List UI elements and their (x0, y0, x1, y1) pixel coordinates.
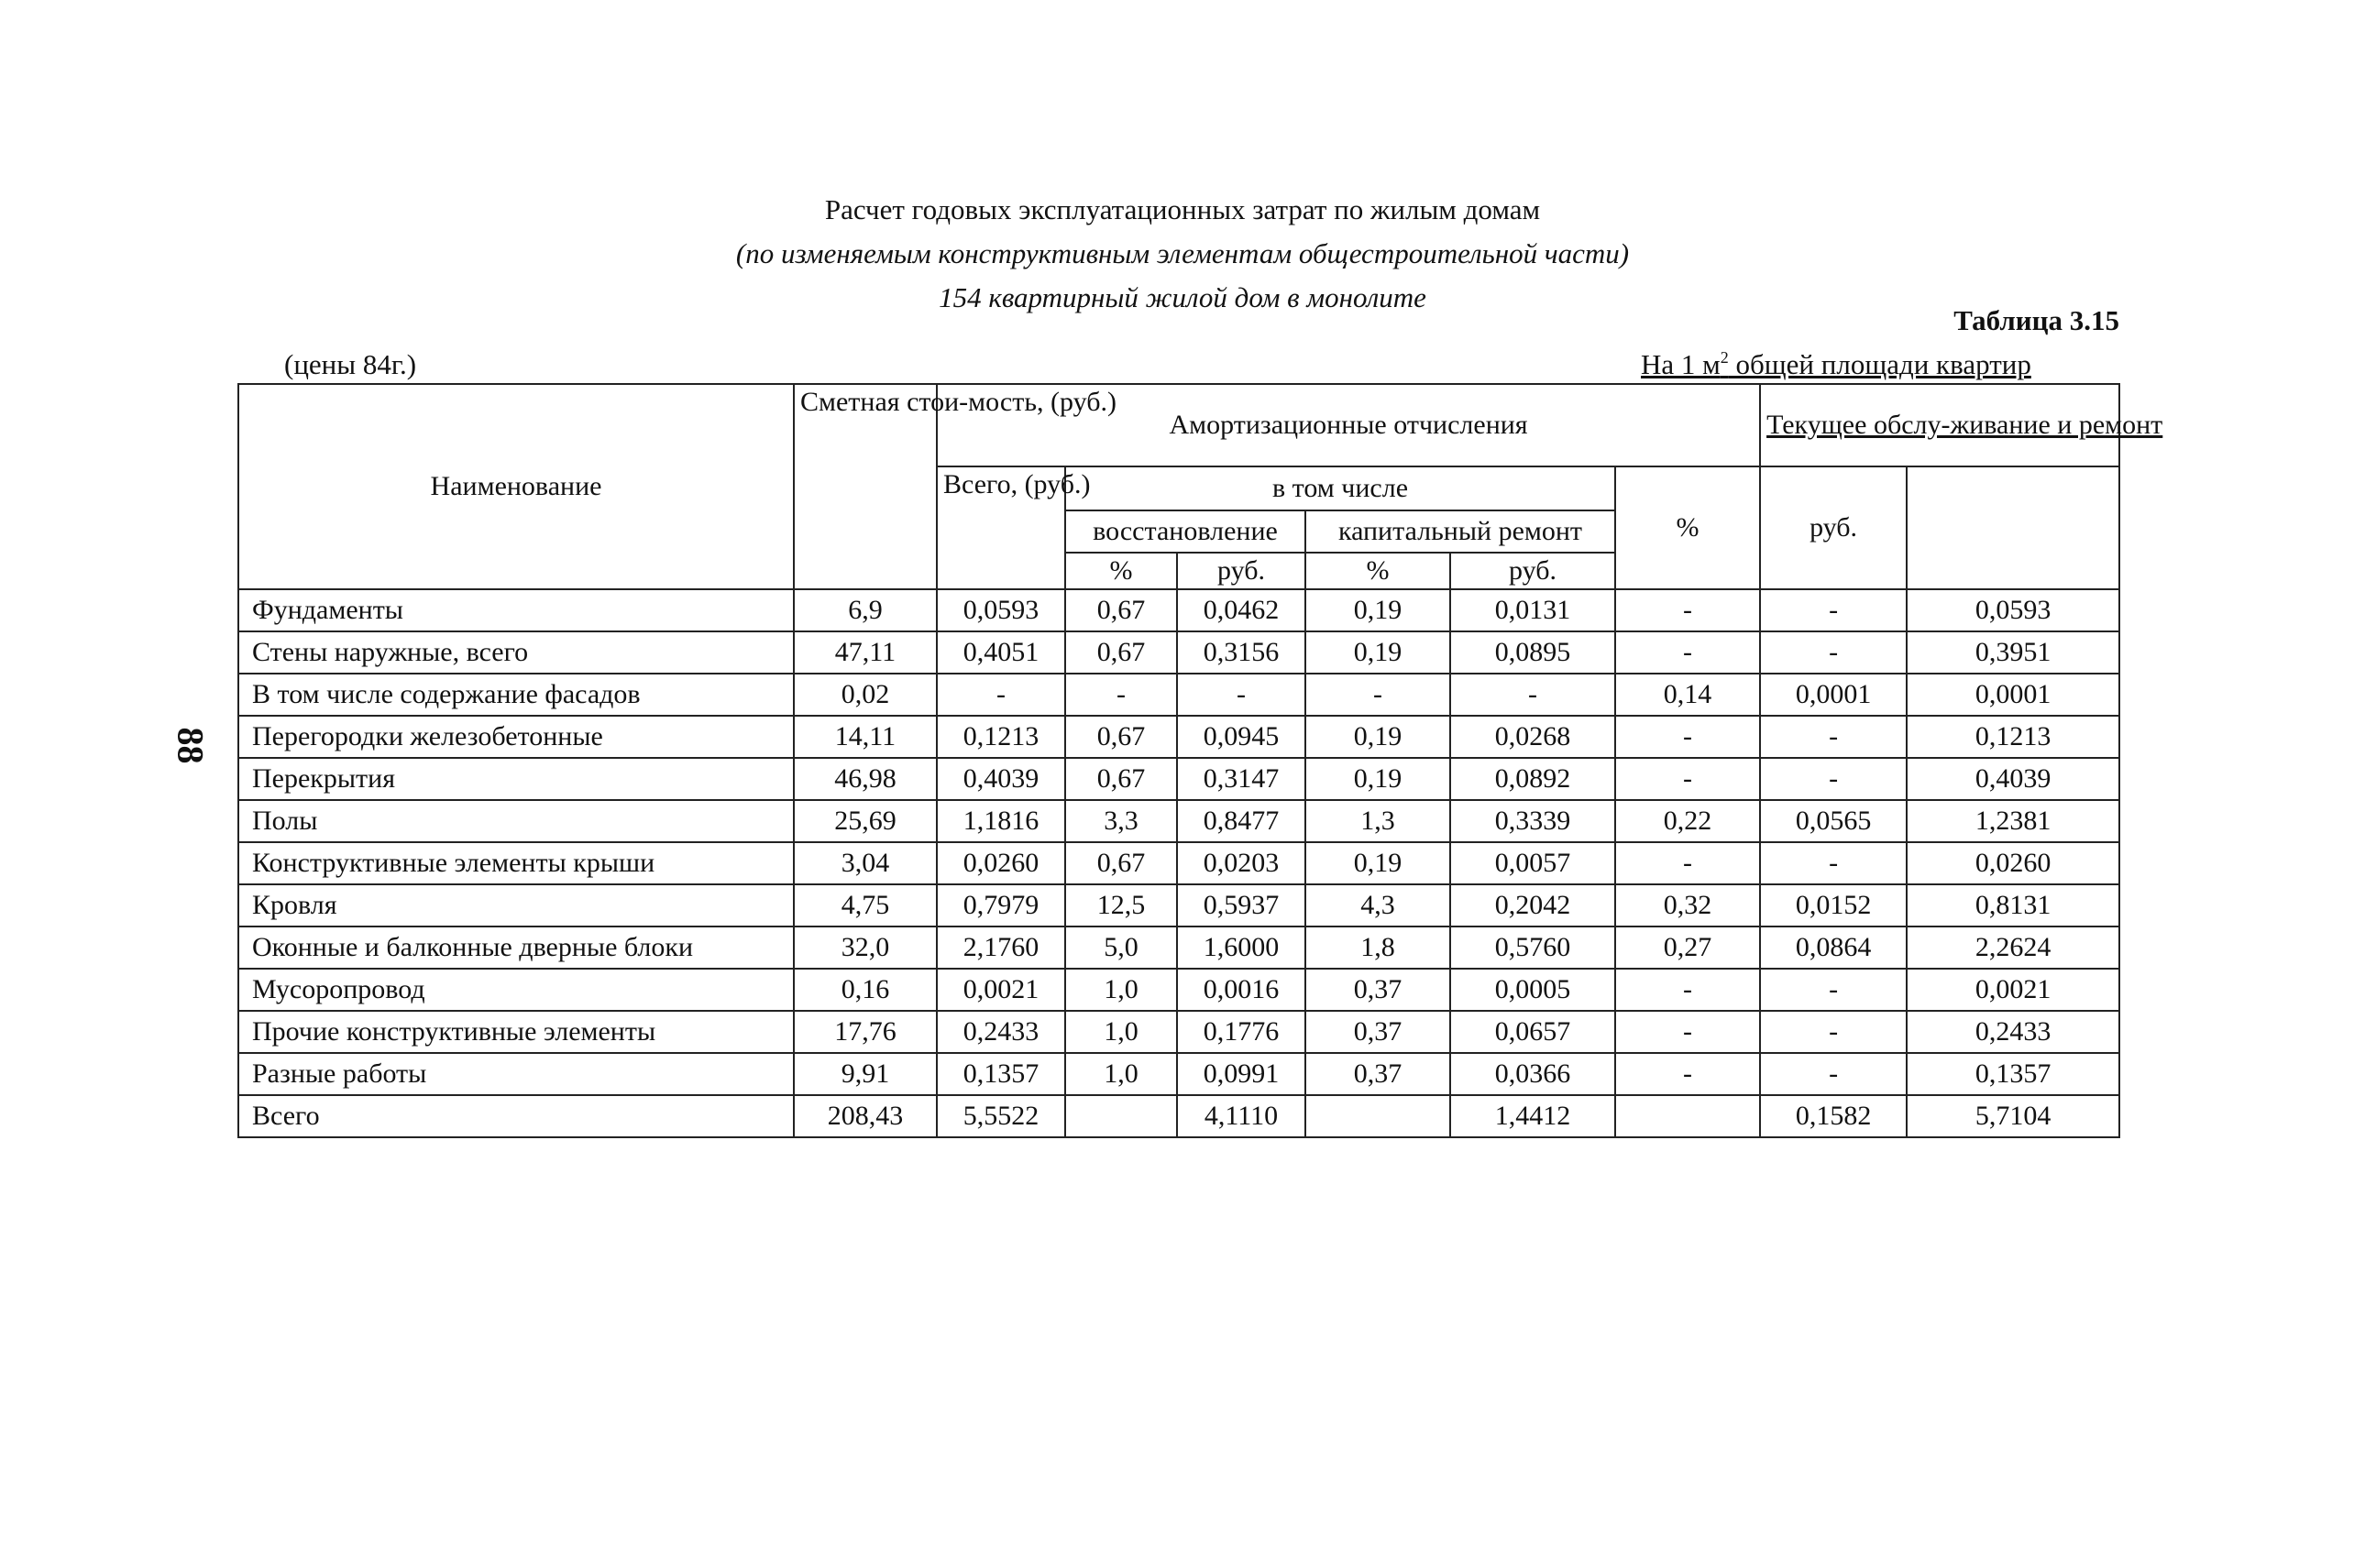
table-row (238, 927, 2119, 969)
cell-capital-percent: 0,19 (1305, 842, 1450, 884)
cell-cost: 14,11 (794, 716, 937, 758)
cell-total: 0,0260 (1907, 842, 2119, 884)
cell-amort-total: 0,0021 (937, 969, 1065, 1011)
title-line-1: Расчет годовых эксплуатационных затрат по жилым домам (824, 193, 1541, 225)
cell-amort-total: 1,1816 (937, 800, 1065, 842)
cell-amort-total: 0,1213 (937, 716, 1065, 758)
cell-amort-total: 0,7979 (937, 884, 1065, 927)
cell-current-percent: - (1615, 716, 1760, 758)
cell-name: В том числе содержание фасадов (238, 674, 794, 716)
cell-name: Стены наружные, всего (238, 631, 794, 674)
cell-restoration-percent: 0,67 (1065, 631, 1177, 674)
cell-total: 1,2381 (1907, 800, 2119, 842)
cell-capital-percent: 0,37 (1305, 969, 1450, 1011)
cell-name: Перекрытия (238, 758, 794, 800)
cell-current-percent (1615, 1095, 1760, 1137)
cell-capital-percent: 0,37 (1305, 1011, 1450, 1053)
cell-restoration-percent: 1,0 (1065, 1053, 1177, 1095)
header-capital-rub: руб. (1450, 553, 1615, 589)
cell-current-rub: - (1760, 1053, 1907, 1095)
cell-current-percent: 0,14 (1615, 674, 1760, 716)
cell-restoration-rub: 0,3156 (1177, 631, 1305, 674)
table-row (238, 1095, 2119, 1137)
cell-restoration-percent (1065, 1095, 1177, 1137)
cell-name: Разные работы (238, 1053, 794, 1095)
cell-cost: 4,75 (794, 884, 937, 927)
area-note-suffix: общей площади квартир (1728, 348, 2031, 380)
cell-capital-percent: 0,37 (1305, 1053, 1450, 1095)
table-row (238, 674, 2119, 716)
cell-current-percent: - (1615, 842, 1760, 884)
cell-restoration-rub: 0,5937 (1177, 884, 1305, 927)
cell-name: Перегородки железобетонные (238, 716, 794, 758)
cell-restoration-rub: 0,0016 (1177, 969, 1305, 1011)
cell-cost: 32,0 (794, 927, 937, 969)
table-row (238, 716, 2119, 758)
header-current-rub: руб. (1760, 466, 1907, 589)
cell-capital-percent: 1,3 (1305, 800, 1450, 842)
header-capital-percent: % (1305, 553, 1450, 589)
title-line-3: 154 квартирный жилой дом в монолите (939, 281, 1426, 313)
area-note-superscript: 2 (1720, 348, 1729, 367)
table-row (238, 842, 2119, 884)
title-line-2: (по изменяемым конструктивным элементам общестроительной части) (735, 237, 1630, 269)
expenses-table (237, 383, 2163, 1138)
cell-restoration-rub: 0,1776 (1177, 1011, 1305, 1053)
cell-capital-rub: 0,0268 (1450, 716, 1615, 758)
cell-capital-rub: - (1450, 674, 1615, 716)
cell-cost: 0,16 (794, 969, 937, 1011)
cell-total: 2,2624 (1907, 927, 2119, 969)
cell-capital-percent (1305, 1095, 1450, 1137)
cell-restoration-percent: 12,5 (1065, 884, 1177, 927)
header-capital-repair: капитальный ремонт (1305, 510, 1615, 553)
cell-current-rub: 0,0152 (1760, 884, 1907, 927)
cell-current-percent: 0,22 (1615, 800, 1760, 842)
cell-amort-total: 0,1357 (937, 1053, 1065, 1095)
table-row (238, 884, 2119, 927)
cell-current-rub: 0,1582 (1760, 1095, 1907, 1137)
cell-name: Конструктивные элементы крыши (238, 842, 794, 884)
cell-total: 0,3951 (1907, 631, 2119, 674)
table-row (238, 1011, 2119, 1053)
cell-capital-percent: 1,8 (1305, 927, 1450, 969)
table-row (238, 969, 2119, 1011)
cell-capital-percent: 0,19 (1305, 631, 1450, 674)
header-name: Наименование (238, 384, 794, 589)
cell-amort-total: 5,5522 (937, 1095, 1065, 1137)
cell-cost: 6,9 (794, 589, 937, 631)
cell-restoration-rub: 0,0945 (1177, 716, 1305, 758)
cell-capital-rub: 0,5760 (1450, 927, 1615, 969)
cell-capital-rub: 0,0892 (1450, 758, 1615, 800)
cell-cost: 208,43 (794, 1095, 937, 1137)
table-body (238, 589, 2119, 1137)
cell-current-rub: - (1760, 716, 1907, 758)
area-note-prefix: На 1 м (1641, 348, 1721, 380)
cell-name: Мусоропровод (238, 969, 794, 1011)
table-number: Таблица 3.15 (1953, 304, 2119, 336)
cell-total: 0,8131 (1907, 884, 2119, 927)
cell-capital-percent: 0,19 (1305, 758, 1450, 800)
header-estimate: Сметная стои-мость, (руб.) (794, 384, 937, 589)
cell-cost: 46,98 (794, 758, 937, 800)
table-row (238, 1053, 2119, 1095)
cell-amort-total: 0,4051 (937, 631, 1065, 674)
cell-amort-total: 0,0593 (937, 589, 1065, 631)
cell-total: 0,2433 (1907, 1011, 2119, 1053)
header-current-percent: % (1615, 466, 1760, 589)
cell-capital-percent: 0,19 (1305, 716, 1450, 758)
cell-capital-percent: 0,19 (1305, 589, 1450, 631)
header-amortization: Амортизационные отчисления (937, 384, 1760, 466)
cell-restoration-percent: 0,67 (1065, 589, 1177, 631)
table-row (238, 631, 2119, 674)
cell-amort-total: 0,0260 (937, 842, 1065, 884)
cell-current-rub: - (1760, 969, 1907, 1011)
cell-cost: 9,91 (794, 1053, 937, 1095)
cell-restoration-rub: 0,0991 (1177, 1053, 1305, 1095)
cell-cost: 25,69 (794, 800, 937, 842)
cell-current-rub: 0,0001 (1760, 674, 1907, 716)
cell-restoration-percent: 1,0 (1065, 969, 1177, 1011)
cell-total: 0,0001 (1907, 674, 2119, 716)
cell-current-rub: - (1760, 589, 1907, 631)
cell-current-rub: - (1760, 631, 1907, 674)
document-title (0, 188, 2365, 320)
cell-total: 5,7104 (1907, 1095, 2119, 1137)
cell-current-percent: - (1615, 969, 1760, 1011)
header-restoration: восстановление (1065, 510, 1305, 553)
cell-restoration-rub: 0,0203 (1177, 842, 1305, 884)
cell-restoration-rub: 0,0462 (1177, 589, 1305, 631)
cell-cost: 47,11 (794, 631, 937, 674)
page-number: 88 (170, 727, 212, 764)
cell-restoration-percent: - (1065, 674, 1177, 716)
cell-amort-total: 2,1760 (937, 927, 1065, 969)
cell-name: Кровля (238, 884, 794, 927)
cell-capital-rub: 0,0657 (1450, 1011, 1615, 1053)
cell-name: Всего (238, 1095, 794, 1137)
header-including: в том числе (1065, 466, 1615, 510)
cell-cost: 0,02 (794, 674, 937, 716)
cell-restoration-percent: 0,67 (1065, 716, 1177, 758)
cell-restoration-percent: 0,67 (1065, 758, 1177, 800)
cell-total: 0,4039 (1907, 758, 2119, 800)
cell-cost: 17,76 (794, 1011, 937, 1053)
header-amort-total: Всего, (руб.) (937, 466, 1065, 589)
header-current (1760, 384, 2163, 466)
cell-restoration-rub: 1,6000 (1177, 927, 1305, 969)
cell-name: Фундаменты (238, 589, 794, 631)
cell-current-rub: - (1760, 842, 1907, 884)
table-row (238, 758, 2119, 800)
cell-restoration-rub: 0,8477 (1177, 800, 1305, 842)
cell-current-rub: - (1760, 758, 1907, 800)
cell-current-percent: - (1615, 1053, 1760, 1095)
cell-name: Оконные и балконные дверные блоки (238, 927, 794, 969)
cell-capital-rub: 0,0005 (1450, 969, 1615, 1011)
area-note (1641, 348, 2031, 381)
cell-capital-rub: 0,0057 (1450, 842, 1615, 884)
header-restoration-percent: % (1065, 553, 1177, 589)
table-row (238, 800, 2119, 842)
cell-capital-rub: 0,0131 (1450, 589, 1615, 631)
cell-restoration-rub: 0,3147 (1177, 758, 1305, 800)
cell-total: 0,1357 (1907, 1053, 2119, 1095)
cell-current-percent: - (1615, 589, 1760, 631)
cell-name: Полы (238, 800, 794, 842)
cell-current-rub: - (1760, 1011, 1907, 1053)
cell-capital-rub: 0,0366 (1450, 1053, 1615, 1095)
cell-current-rub: 0,0864 (1760, 927, 1907, 969)
cell-capital-rub: 0,3339 (1450, 800, 1615, 842)
cell-restoration-rub: 4,1110 (1177, 1095, 1305, 1137)
cell-current-rub: 0,0565 (1760, 800, 1907, 842)
cell-capital-percent: 4,3 (1305, 884, 1450, 927)
cell-amort-total: 0,2433 (937, 1011, 1065, 1053)
cell-amort-total: - (937, 674, 1065, 716)
cell-total: 0,1213 (1907, 716, 2119, 758)
cell-total: 0,0593 (1907, 589, 2119, 631)
cell-capital-rub: 1,4412 (1450, 1095, 1615, 1137)
cell-cost: 3,04 (794, 842, 937, 884)
table-row (238, 589, 2119, 631)
cell-restoration-percent: 1,0 (1065, 1011, 1177, 1053)
cell-restoration-percent: 3,3 (1065, 800, 1177, 842)
cell-name: Прочие конструктивные элементы (238, 1011, 794, 1053)
cell-amort-total: 0,4039 (937, 758, 1065, 800)
cell-capital-rub: 0,2042 (1450, 884, 1615, 927)
cell-restoration-rub: - (1177, 674, 1305, 716)
cell-current-percent: 0,32 (1615, 884, 1760, 927)
cell-current-percent: - (1615, 758, 1760, 800)
cell-restoration-percent: 0,67 (1065, 842, 1177, 884)
cell-current-percent: 0,27 (1615, 927, 1760, 969)
cell-capital-percent: - (1305, 674, 1450, 716)
header-restoration-rub: руб. (1177, 553, 1305, 589)
cell-total: 0,0021 (1907, 969, 2119, 1011)
header-current-text: Текущее обслу-живание и ремонт (1766, 410, 2163, 440)
cell-restoration-percent: 5,0 (1065, 927, 1177, 969)
cell-current-percent: - (1615, 1011, 1760, 1053)
cell-capital-rub: 0,0895 (1450, 631, 1615, 674)
prices-note: (цены 84г.) (284, 348, 417, 380)
cell-current-percent: - (1615, 631, 1760, 674)
